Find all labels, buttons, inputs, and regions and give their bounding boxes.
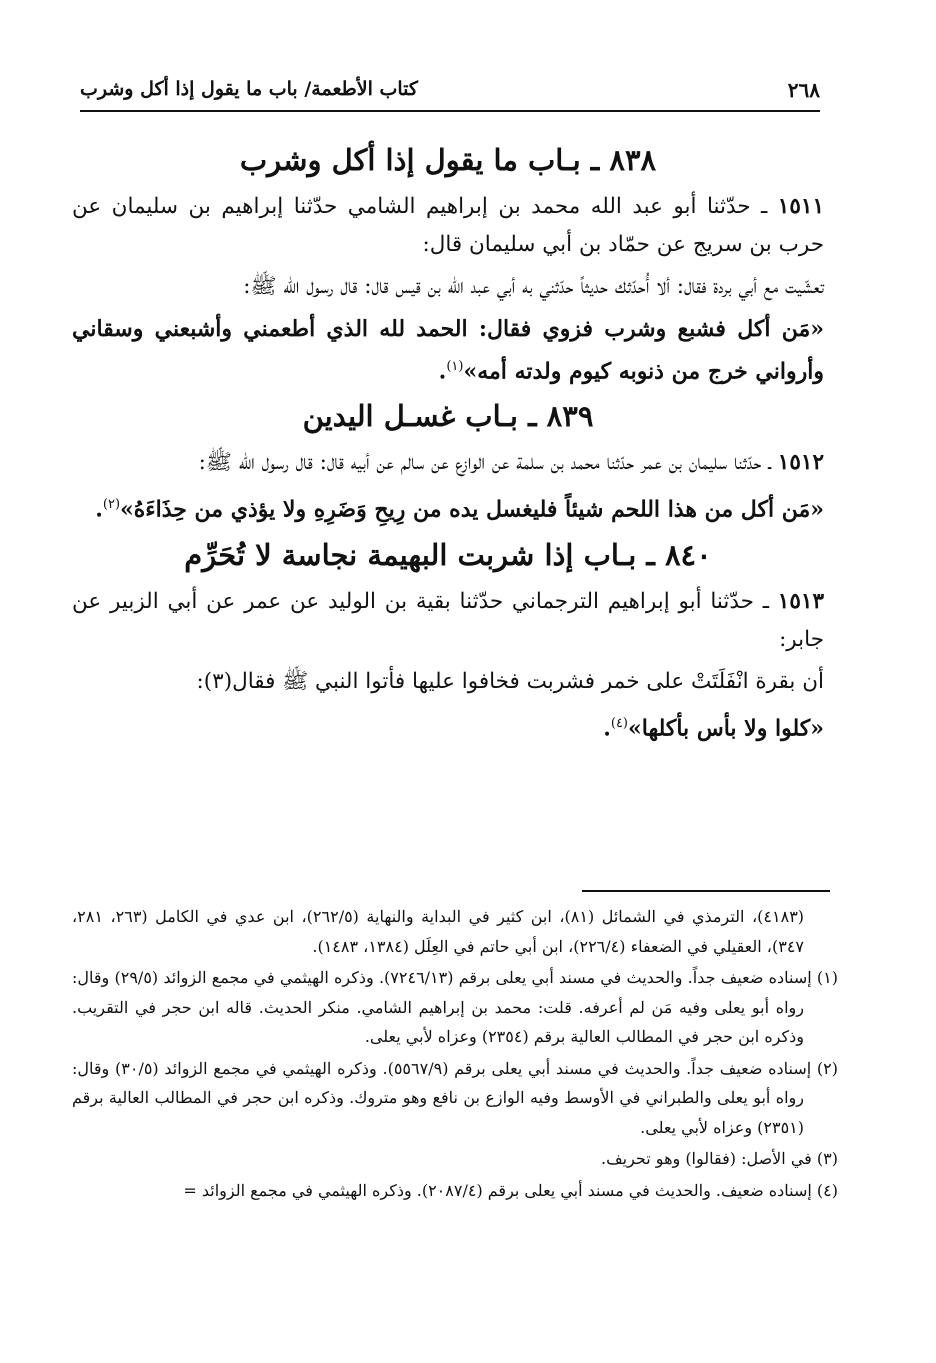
footnote-3: (٣) في الأصل: (فقالوا) وهو تحريف. (601, 1149, 838, 1168)
isnad-paragraph (72, 583, 824, 659)
hadith-number: ١٥١٢ (777, 450, 824, 476)
section-839 (72, 396, 824, 528)
chapter-heading: ٨٣٩ ـ بـاب غسـل اليدين (302, 399, 594, 434)
hadith-number: ١٥١١ (777, 194, 824, 219)
isnad-paragraph (72, 188, 824, 264)
isnad-paragraph (72, 444, 824, 482)
hadith-matn: «كلوا ولا بأس بأكلها» (628, 714, 824, 741)
footnote-continued: (٤١٨٣)، الترمذي في الشمائل (٨١)، ابن كثير في البداية والنهاية (٢٦٢/٥)، ابن عدي في الكامل (٢٦٣، ٢٨١، ٣٤٧)، العقيلي في الضعفاء (٢٢٦/٤)، ابن أبي حاتم في العِلَل (١٣٨٤، ١٤٨٣). (72, 907, 805, 956)
hadith-matn: «مَن أكل فشبع وشرب فزوي فقال: الحمد لله الذي أطعمني وأشبعني وسقاني وأرواني خرج من ذنوبه كيوم ولدته أمه» (72, 316, 824, 385)
footnote-ref: (٤) (610, 715, 628, 731)
chapter-heading: ٨٣٨ ـ بـاب ما يقول إذا أكل وشرب (239, 143, 657, 177)
footnote-4: (٤) إسناده ضعيف. والحديث في مسند أبي يعلى برقم (٢٠٨٧/٤). وذكره الهيثمي في مجمع الزوائد = (183, 1180, 838, 1200)
footnote-ref: (٢) (102, 497, 121, 513)
page-number: ٢٦٨ (787, 78, 820, 102)
chapter-heading: ٨٤٠ ـ بـاب إذا شربت البهيمة نجاسة لا تُحَرِّم (184, 537, 712, 572)
hadith-matn: «مَن أكل من هذا اللحم شيئاً فليغسل يده من رِيحِ وَضَرِهِ ولا يؤذي من حِذَاءَهُ» (120, 496, 824, 523)
narration-paragraph: أن بقرة انْفَلَتَتْ على خمر فشربت فخافوا عليها فأتوا النبي ﷺ فقال(٣): (196, 668, 824, 694)
hadith-number: ١٥١٣ (777, 588, 824, 614)
footnote-divider (582, 890, 830, 892)
running-title: كتاب الأطعمة/ باب ما يقول إذا أكل وشرب (80, 78, 418, 100)
footnotes (72, 902, 838, 1207)
isnad-text: ـ حدّثنا سليمان بن عمر حدّثنا محمد بن سلمة عن الوازع عن سالم عن أبيه قال: قال رسول الله ﷺ: (198, 450, 778, 476)
hadith-text: «مَن أكل من هذا اللحم شيئاً فليغسل يده من رِيحِ وَضَرِهِ ولا يؤذي من حِذَاءَهُ»$^{(٢)}$. (95, 496, 824, 523)
footnote-2: (٢) إسناده ضعيف جداً. والحديث في مسند أبي يعلى برقم (٥٥٦٧/٩). وذكره الهيثمي في مجمع الزوائد (٣٠/٥) وقال: رواه أبو يعلى والطبراني في الأوسط وفيه الوازع بن نافع وهو متروك. وذكره ابن حجر في المطالب العالية برقم (٢٣٥١) وعزاه لأبي يعلى. (72, 1058, 839, 1137)
hadith-text: «مَن أكل فشبع وشرب فزوي فقال: الحمد لله الذي أطعمني وأشبعني وسقاني وأرواني خرج من ذنوبه كيوم ولدته أمه»$^{(١)}$. (72, 316, 824, 385)
isnad-text: ـ حدّثنا أبو عبد الله محمد بن إبراهيم الشامي حدّثنا إبراهيم بن سليمان عن حرب بن سريج عن حمّاد بن أبي سليمان قال: (72, 194, 824, 257)
section-840 (72, 535, 824, 747)
isnad-text: ـ حدّثنا أبو إبراهيم الترجماني حدّثنا بقية بن الوليد عن عمر عن أبي الزبير عن جابر: (72, 588, 824, 652)
main-text (72, 140, 824, 753)
narration-paragraph: تعشّيت مع أبي بردة فقال: ألا أُحدّثك حديثاً حدّثني به أبي عبد الله بن قيس قال: قال رسول الله ﷺ: (243, 274, 824, 299)
hadith-text: «كلوا ولا بأس بأكلها»$^{(٤)}$. (603, 714, 824, 741)
running-head (80, 74, 820, 112)
footnote-ref: (١) (446, 359, 464, 374)
footnote-1: (١) إسناده ضعيف جداً. والحديث في مسند أبي يعلى برقم (٧٢٤٦/١٣). وذكره الهيثمي في مجمع الزوائد (٢٩/٥) وقال: رواه أبو يعلى وفيه مَن لم أعرفه. قلت: محمد بن إبراهيم الشامي. منكر الحديث. قاله ابن حجر في التقريب. وذكره ابن حجر في المطالب العالية برقم (٢٣٥٤) وعزاه لأبي يعلى. (72, 968, 839, 1046)
section-838 (72, 140, 824, 390)
